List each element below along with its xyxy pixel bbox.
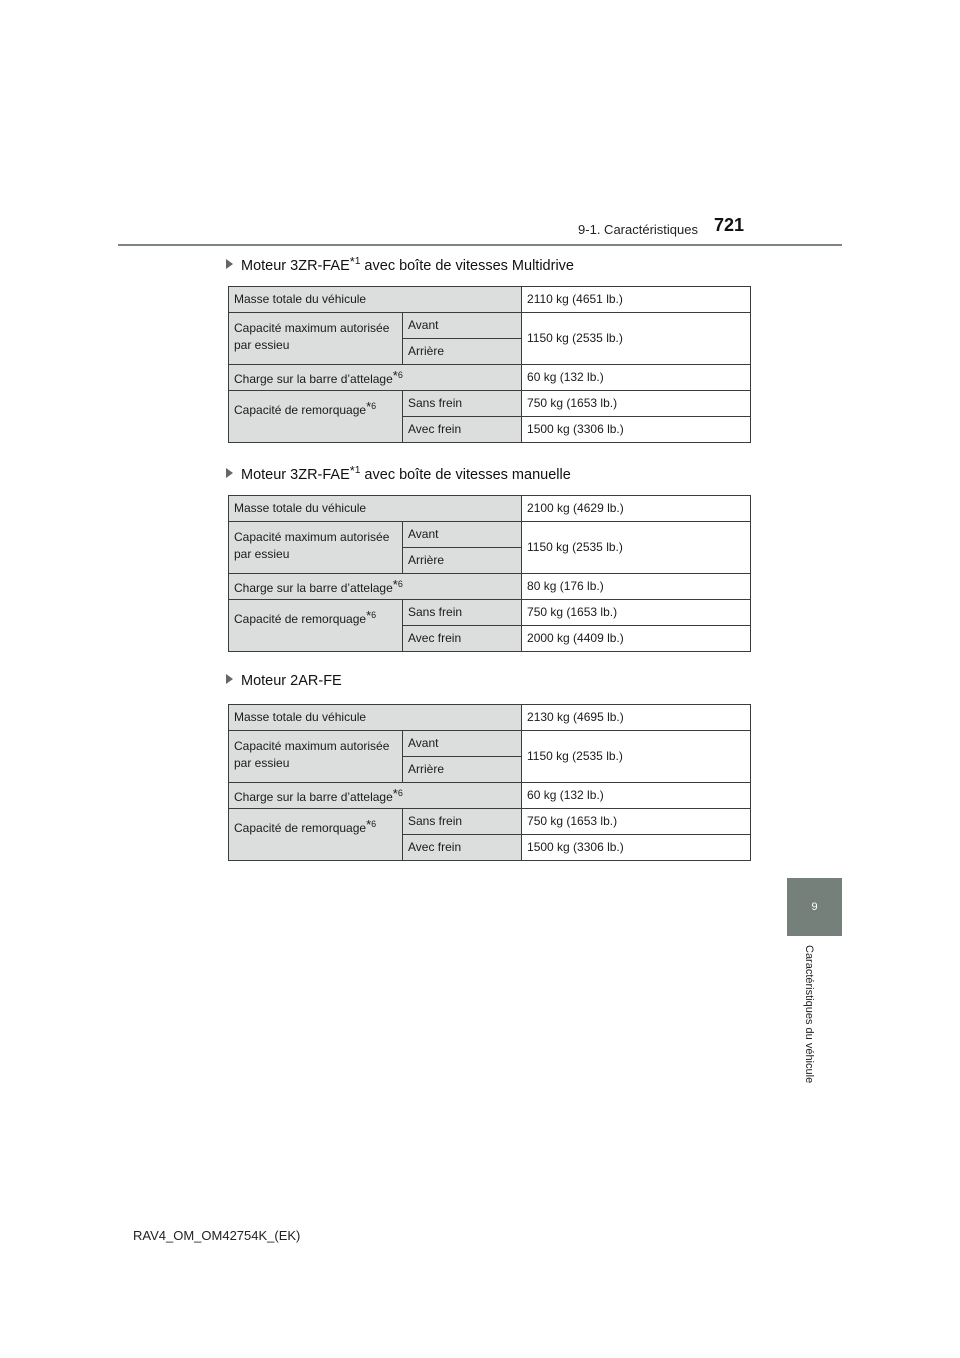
table-row xyxy=(229,731,751,757)
avec-frein-value: 1500 kg (3306 lb.) xyxy=(522,835,751,861)
sans-frein-value: 750 kg (1653 lb.) xyxy=(522,809,751,835)
footnote-number: 6 xyxy=(397,370,403,380)
section-title-text: Moteur 3ZR-FAE xyxy=(241,258,350,274)
section-title-text: Moteur 2AR-FE xyxy=(241,673,342,689)
remorquage-label-cell xyxy=(229,600,403,652)
avec-frein-label: Avec frein xyxy=(403,626,522,652)
header-rule xyxy=(118,244,842,246)
bullet-arrow-icon xyxy=(226,468,233,478)
essieu-value: 1150 kg (2535 lb.) xyxy=(522,731,751,783)
footnote-star-icon: * xyxy=(366,817,372,832)
essieu-value: 1150 kg (2535 lb.) xyxy=(522,522,751,574)
footnote-number: 6 xyxy=(371,819,377,829)
chapter-tab[interactable] xyxy=(787,878,842,936)
sans-frein-label: Sans frein xyxy=(403,809,522,835)
avec-frein-label: Avec frein xyxy=(403,417,522,443)
footnote-star-icon: * xyxy=(349,254,355,269)
capacite-label: Capacité maximum autorisée par essieu xyxy=(229,522,403,574)
remorquage-label: Capacité de remorquage xyxy=(234,821,367,835)
spec-table-2ar-fe xyxy=(228,704,751,861)
table-row xyxy=(229,574,751,600)
masse-value: 2130 kg (4695 lb.) xyxy=(522,705,751,731)
footnote-number: 1 xyxy=(354,256,361,268)
masse-value: 2110 kg (4651 lb.) xyxy=(522,287,751,313)
section-title-multidrive xyxy=(226,254,574,274)
table-row xyxy=(229,287,751,313)
bullet-arrow-icon xyxy=(226,674,233,684)
remorquage-label-cell xyxy=(229,809,403,861)
footnote-number: 6 xyxy=(397,579,403,589)
footnote-star-icon: * xyxy=(392,577,398,592)
table-row xyxy=(229,809,751,835)
charge-label-cell xyxy=(229,365,522,391)
table-row xyxy=(229,705,751,731)
bullet-arrow-icon xyxy=(226,259,233,269)
spec-table-manuelle xyxy=(228,495,751,652)
document-code: RAV4_OM_OM42754K_(EK) xyxy=(133,1228,301,1243)
table-row xyxy=(229,365,751,391)
remorquage-label-cell xyxy=(229,391,403,443)
remorquage-label: Capacité de remorquage xyxy=(234,403,367,417)
sans-frein-label: Sans frein xyxy=(403,600,522,626)
arriere-label: Arrière xyxy=(403,339,522,365)
spec-table-multidrive xyxy=(228,286,751,443)
footnote-star-icon: * xyxy=(366,608,372,623)
section-title-manuelle xyxy=(226,463,571,483)
section-title-suffix: avec boîte de vitesses manuelle xyxy=(360,467,571,483)
table-row xyxy=(229,391,751,417)
charge-label: Charge sur la barre d’attelage xyxy=(234,581,393,595)
table-row xyxy=(229,783,751,809)
chapter-number: 9 xyxy=(811,901,818,913)
section-title-text: Moteur 3ZR-FAE xyxy=(241,467,350,483)
footnote-number: 1 xyxy=(354,465,361,477)
footnote-star-icon: * xyxy=(349,463,355,478)
charge-value: 60 kg (132 lb.) xyxy=(522,783,751,809)
charge-label: Charge sur la barre d’attelage xyxy=(234,790,393,804)
arriere-label: Arrière xyxy=(403,548,522,574)
sans-frein-value: 750 kg (1653 lb.) xyxy=(522,391,751,417)
essieu-value: 1150 kg (2535 lb.) xyxy=(522,313,751,365)
table-row xyxy=(229,496,751,522)
capacite-label: Capacité maximum autorisée par essieu xyxy=(229,313,403,365)
footnote-number: 6 xyxy=(371,610,377,620)
footnote-star-icon: * xyxy=(392,368,398,383)
footnote-number: 6 xyxy=(371,401,377,411)
table-row xyxy=(229,313,751,339)
section-title-suffix: avec boîte de vitesses Multidrive xyxy=(360,258,574,274)
avant-label: Avant xyxy=(403,313,522,339)
remorquage-label: Capacité de remorquage xyxy=(234,612,367,626)
charge-value: 80 kg (176 lb.) xyxy=(522,574,751,600)
avec-frein-value: 2000 kg (4409 lb.) xyxy=(522,626,751,652)
capacite-label: Capacité maximum autorisée par essieu xyxy=(229,731,403,783)
charge-label: Charge sur la barre d’attelage xyxy=(234,372,393,386)
table-row xyxy=(229,600,751,626)
header-section-title: 9-1. Caractéristiques xyxy=(578,222,698,237)
page-number: 721 xyxy=(714,215,745,235)
avant-label: Avant xyxy=(403,522,522,548)
section-title-2ar-fe xyxy=(226,673,342,689)
chapter-label: Caractéristiques du véhicule xyxy=(803,945,815,1084)
table-row xyxy=(229,522,751,548)
masse-label: Masse totale du véhicule xyxy=(229,496,522,522)
footnote-star-icon: * xyxy=(366,399,372,414)
avec-frein-value: 1500 kg (3306 lb.) xyxy=(522,417,751,443)
arriere-label: Arrière xyxy=(403,757,522,783)
avec-frein-label: Avec frein xyxy=(403,835,522,861)
masse-value: 2100 kg (4629 lb.) xyxy=(522,496,751,522)
footnote-number: 6 xyxy=(397,788,403,798)
avant-label: Avant xyxy=(403,731,522,757)
masse-label: Masse totale du véhicule xyxy=(229,287,522,313)
charge-label-cell xyxy=(229,574,522,600)
charge-value: 60 kg (132 lb.) xyxy=(522,365,751,391)
masse-label: Masse totale du véhicule xyxy=(229,705,522,731)
sans-frein-label: Sans frein xyxy=(403,391,522,417)
sans-frein-value: 750 kg (1653 lb.) xyxy=(522,600,751,626)
charge-label-cell xyxy=(229,783,522,809)
footnote-star-icon: * xyxy=(392,786,398,801)
